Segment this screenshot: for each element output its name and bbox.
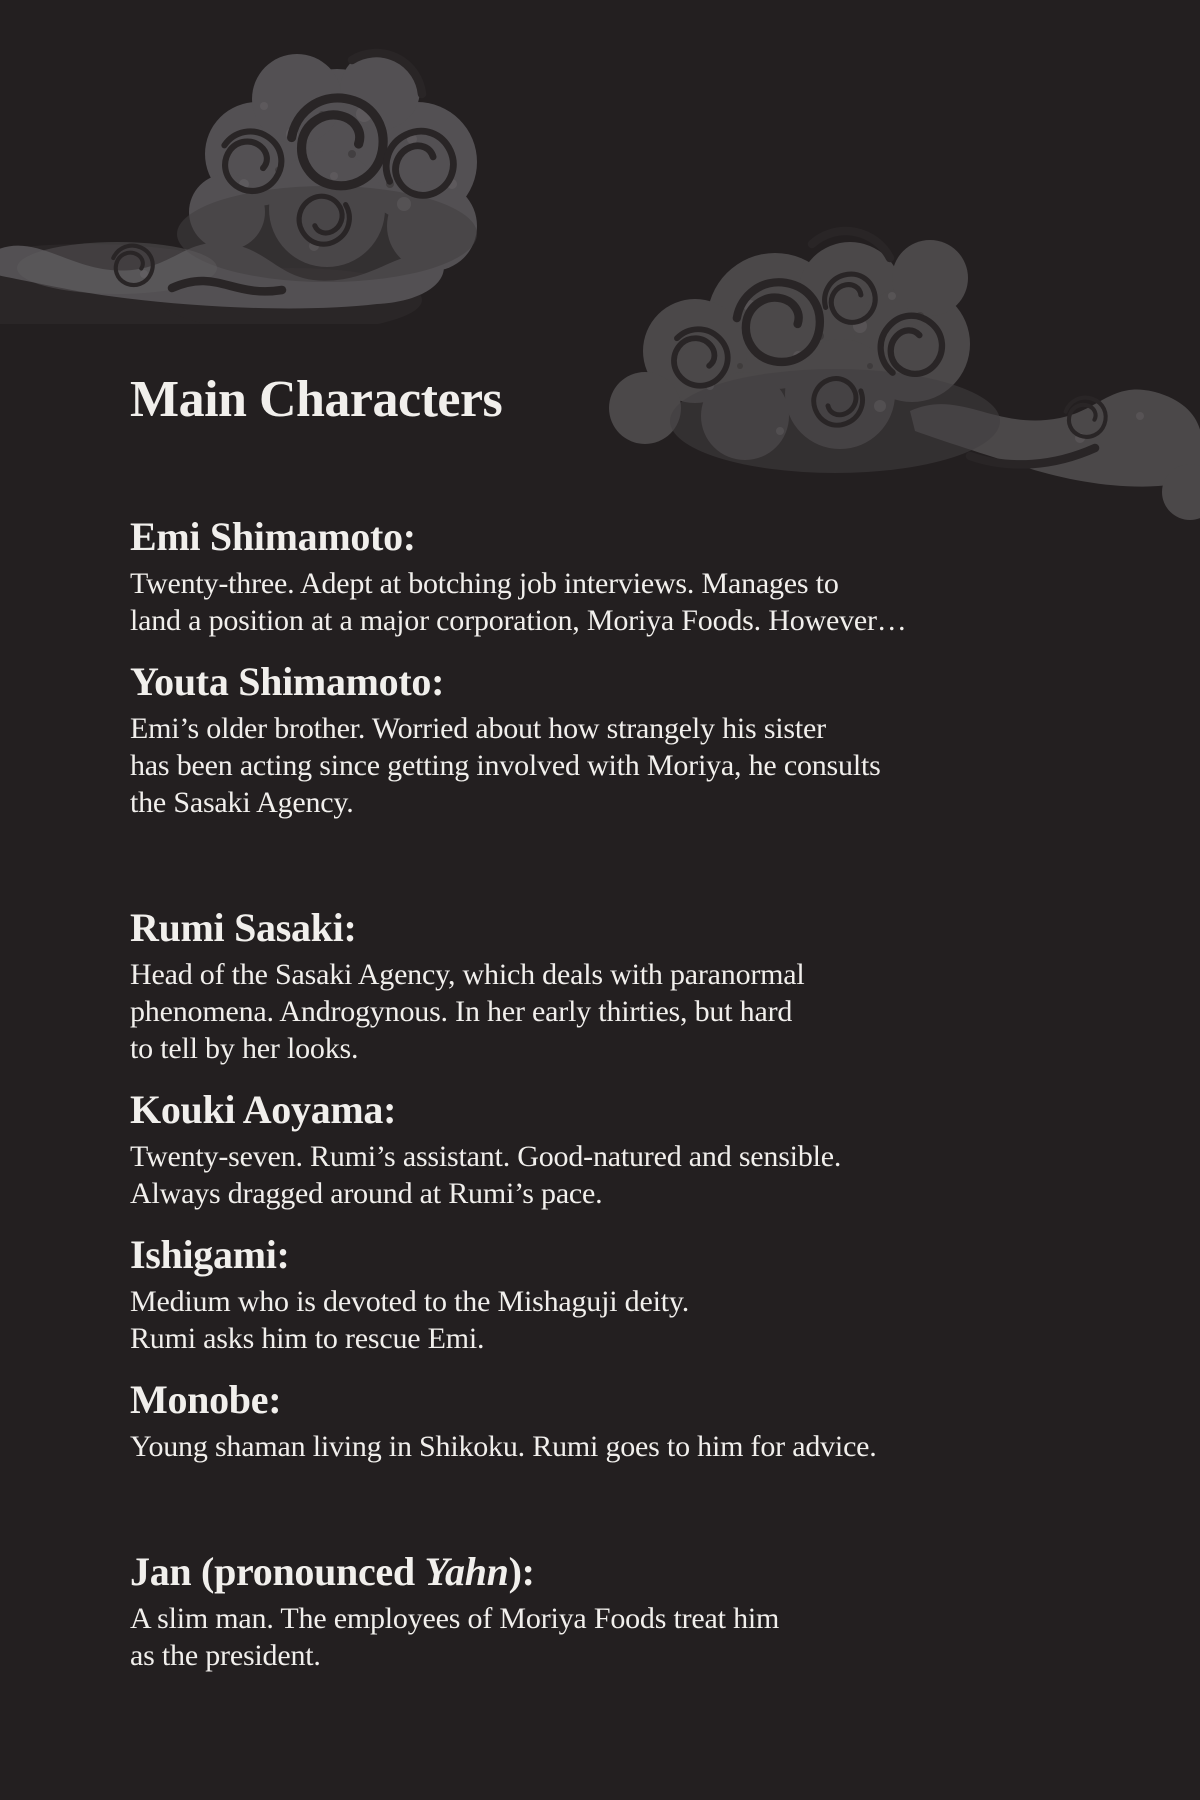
character-name: Youta Shimamoto:: [130, 659, 445, 704]
character-entry: [130, 1379, 1080, 1465]
page-title: Main Characters: [130, 371, 503, 428]
character-name: Monobe:: [130, 1377, 282, 1422]
character-description-line: A slim man. The employees of Moriya Foods treat him: [130, 1602, 780, 1635]
cloud-ornament-left-icon: [0, 44, 572, 324]
character-description-line: to tell by her looks.: [130, 1032, 359, 1065]
character-entry: [130, 516, 1080, 639]
character-name-prefix: Jan (pronounced: [130, 1549, 425, 1594]
character-entry: [130, 907, 1080, 1067]
character-description-line: phenomena. Androgynous. In her early thirties, but hard: [130, 995, 793, 1028]
character-name: Emi Shimamoto:: [130, 514, 416, 559]
character-description-line: Always dragged around at Rumi’s pace.: [130, 1177, 603, 1210]
character-description-line: Twenty-seven. Rumi’s assistant. Good-natured and sensible.: [130, 1140, 842, 1173]
character-description-line: Emi’s older brother. Worried about how strangely his sister: [130, 712, 826, 745]
character-description-line: Head of the Sasaki Agency, which deals with paranormal: [130, 958, 805, 991]
character-name: Kouki Aoyama:: [130, 1087, 397, 1132]
character-entry: [130, 1234, 1080, 1357]
character-description-line: the Sasaki Agency.: [130, 786, 354, 819]
character-description-line: as the president.: [130, 1639, 321, 1672]
character-description-line: Twenty-three. Adept at botching job interviews. Manages to: [130, 567, 839, 600]
character-description-line: Medium who is devoted to the Mishaguji deity.: [130, 1285, 689, 1318]
character-description-line: Young shaman living in Shikoku. Rumi goes to him for advice.: [130, 1430, 877, 1463]
character-name: [130, 1551, 1080, 1593]
character-description-line: land a position at a major corporation, Moriya Foods. However…: [130, 604, 907, 637]
character-name: Ishigami:: [130, 1232, 290, 1277]
character-name: Rumi Sasaki:: [130, 905, 357, 950]
character-entry: [130, 1089, 1080, 1212]
character-name-suffix: ):: [508, 1549, 535, 1594]
character-entry: [130, 1551, 1080, 1674]
character-entry: [130, 661, 1080, 821]
character-name-pronunciation: Yahn: [424, 1549, 509, 1594]
main-content: [130, 371, 1080, 1696]
character-description-line: has been acting since getting involved with Moriya, he consults: [130, 749, 881, 782]
character-description-line: Rumi asks him to rescue Emi.: [130, 1322, 485, 1355]
